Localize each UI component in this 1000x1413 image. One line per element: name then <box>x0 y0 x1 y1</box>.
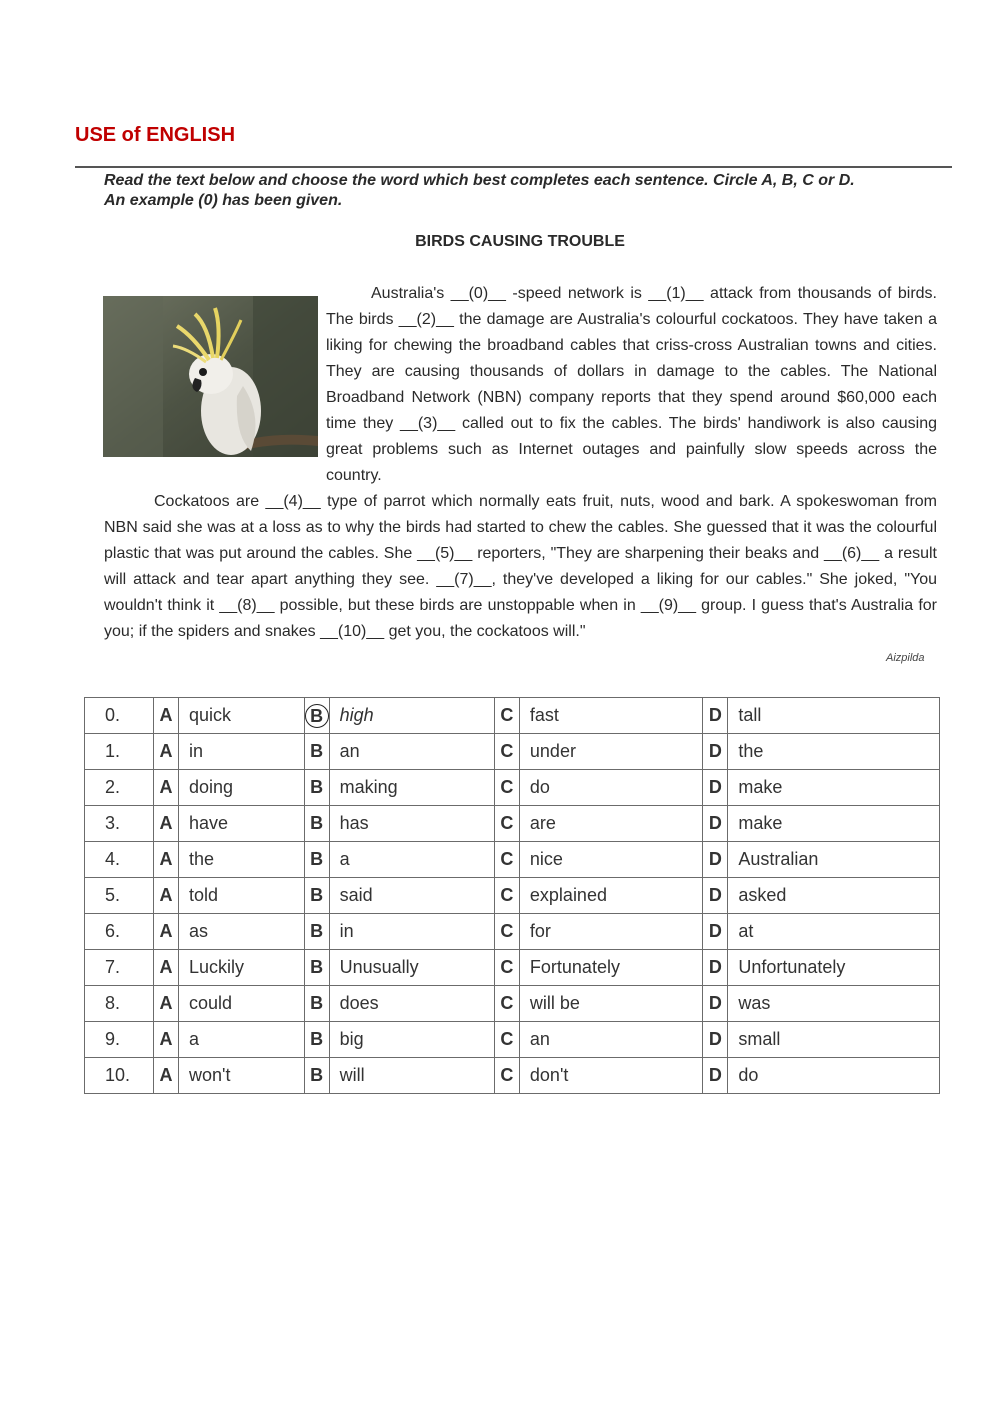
option-letter-d[interactable]: D <box>703 878 728 914</box>
option-letter-a[interactable]: A <box>154 842 179 878</box>
question-number: 1. <box>85 734 154 770</box>
option-text-d: small <box>728 1022 940 1058</box>
option-letter-d[interactable]: D <box>703 698 728 734</box>
option-letter-a[interactable]: A <box>154 878 179 914</box>
option-text-a: doing <box>179 770 305 806</box>
option-text-c: are <box>519 806 702 842</box>
option-letter-a[interactable]: A <box>154 914 179 950</box>
divider-rule <box>75 166 952 168</box>
option-text-c: under <box>519 734 702 770</box>
option-letter-c[interactable]: C <box>494 914 519 950</box>
option-text-d: Unfortunately <box>728 950 940 986</box>
option-text-c: don't <box>519 1058 702 1094</box>
option-text-c: Fortunately <box>519 950 702 986</box>
question-number: 8. <box>85 986 154 1022</box>
option-text-c: do <box>519 770 702 806</box>
option-text-b: an <box>329 734 494 770</box>
option-text-b: has <box>329 806 494 842</box>
option-letter-a[interactable]: A <box>154 806 179 842</box>
option-letter-d[interactable]: D <box>703 1058 728 1094</box>
option-text-a: quick <box>179 698 305 734</box>
option-text-d: was <box>728 986 940 1022</box>
option-letter-b[interactable]: B <box>304 914 329 950</box>
answer-row <box>85 986 940 1022</box>
question-number: 0. <box>85 698 154 734</box>
option-text-a: in <box>179 734 305 770</box>
question-number: 10. <box>85 1058 154 1094</box>
option-letter-b[interactable]: B <box>304 806 329 842</box>
option-letter-c[interactable]: C <box>494 986 519 1022</box>
option-letter-c[interactable]: C <box>494 950 519 986</box>
option-letter-c[interactable]: C <box>494 806 519 842</box>
option-text-d: do <box>728 1058 940 1094</box>
option-text-c: nice <box>519 842 702 878</box>
question-number: 7. <box>85 950 154 986</box>
option-text-a: Luckily <box>179 950 305 986</box>
answer-table <box>84 697 940 1094</box>
option-text-c: will be <box>519 986 702 1022</box>
answer-row <box>85 950 940 986</box>
option-letter-d[interactable]: D <box>703 806 728 842</box>
option-text-a: the <box>179 842 305 878</box>
question-number: 4. <box>85 842 154 878</box>
option-text-a: have <box>179 806 305 842</box>
option-letter-c[interactable]: C <box>494 1058 519 1094</box>
answer-row <box>85 1022 940 1058</box>
option-letter-c[interactable]: C <box>494 878 519 914</box>
option-letter-b[interactable] <box>304 698 329 734</box>
option-text-a: as <box>179 914 305 950</box>
option-text-d: asked <box>728 878 940 914</box>
option-text-d: make <box>728 770 940 806</box>
answer-row <box>85 842 940 878</box>
option-text-a: told <box>179 878 305 914</box>
instructions-line-1: Read the text below and choose the word which best completes each sentence. Circle A, B, C or D. <box>104 172 855 189</box>
option-text-d: Australian <box>728 842 940 878</box>
passage-title: BIRDS CAUSING TROUBLE <box>415 233 625 250</box>
passage <box>104 281 937 645</box>
option-letter-c[interactable]: C <box>494 1022 519 1058</box>
option-letter-b[interactable]: B <box>304 950 329 986</box>
option-letter-d[interactable]: D <box>703 1022 728 1058</box>
option-letter-b[interactable]: B <box>304 734 329 770</box>
option-letter-d[interactable]: D <box>703 986 728 1022</box>
option-text-b: does <box>329 986 494 1022</box>
question-number: 5. <box>85 878 154 914</box>
passage-source: Aizpilda <box>886 652 925 664</box>
option-text-c: for <box>519 914 702 950</box>
option-text-b: a <box>329 842 494 878</box>
option-text-b: high <box>329 698 494 734</box>
answer-row <box>85 770 940 806</box>
option-text-b: big <box>329 1022 494 1058</box>
option-text-d: tall <box>728 698 940 734</box>
option-text-c: an <box>519 1022 702 1058</box>
answer-row <box>85 878 940 914</box>
option-text-d: make <box>728 806 940 842</box>
answer-row <box>85 1058 940 1094</box>
option-letter-a[interactable]: A <box>154 986 179 1022</box>
option-letter-d[interactable]: D <box>703 734 728 770</box>
option-text-a: could <box>179 986 305 1022</box>
option-letter-a[interactable]: A <box>154 1022 179 1058</box>
option-text-b: will <box>329 1058 494 1094</box>
option-letter-a[interactable]: A <box>154 1058 179 1094</box>
question-number: 9. <box>85 1022 154 1058</box>
option-letter-b[interactable]: B <box>304 842 329 878</box>
option-text-c: fast <box>519 698 702 734</box>
option-letter-b[interactable]: B <box>304 770 329 806</box>
question-number: 3. <box>85 806 154 842</box>
option-letter-b[interactable]: B <box>304 878 329 914</box>
question-number: 2. <box>85 770 154 806</box>
option-letter-a[interactable]: A <box>154 770 179 806</box>
option-letter-a[interactable]: A <box>154 734 179 770</box>
option-letter-c[interactable]: C <box>494 770 519 806</box>
option-text-d: at <box>728 914 940 950</box>
instructions-line-2: An example (0) has been given. <box>104 192 343 209</box>
option-letter-b[interactable]: B <box>304 1058 329 1094</box>
option-letter-c[interactable]: C <box>494 734 519 770</box>
option-letter-d[interactable]: D <box>703 950 728 986</box>
option-letter-c[interactable]: C <box>494 842 519 878</box>
passage-paragraph-1: Australia's __(0)__ -speed network is __(1)__ attack from thousands of birds. The birds __(2)__ the damage are Australia's colourful cockatoos. They have taken a liking for chewing the broadband cables that criss-cross Australian towns and cities. They are causing thousands of dollars in damage to the cables. The National Broadband Network (NBN) company reports that they spend around $60,000 each time they __(3)__ called out to fix the cables. The birds' handiwork is also causing great problems such as Internet outages and painfully slow speeds across the country. <box>326 285 937 484</box>
option-letter-d[interactable]: D <box>703 842 728 878</box>
option-letter-c[interactable]: C <box>494 698 519 734</box>
option-letter-a[interactable]: A <box>154 698 179 734</box>
circled-answer-letter: B <box>305 704 329 728</box>
option-letter-a[interactable]: A <box>154 950 179 986</box>
answer-row <box>85 734 940 770</box>
answer-row <box>85 914 940 950</box>
option-text-b: said <box>329 878 494 914</box>
option-letter-b[interactable]: B <box>304 986 329 1022</box>
instructions <box>104 171 954 211</box>
option-text-b: Unusually <box>329 950 494 986</box>
question-number: 6. <box>85 914 154 950</box>
passage-paragraph-2: Cockatoos are __(4)__ type of parrot which normally eats fruit, nuts, wood and bark. A spokeswoman from NBN said she was at a loss as to why the birds had started to chew the cables. She guessed that it was the colourful plastic that was put around the cables. She __(5)__ reporters, "They are sharpening their beaks and __(6)__ a result will attack and tear apart anything they see. __(7)__, they've developed a liking for our cables." She joked, "You wouldn't think it __(8)__ possible, but these birds are unstoppable when in __(9)__ group. I guess that's Australia for you; if the spiders and snakes __(10)__ get you, the cockatoos will." <box>104 493 937 640</box>
option-text-c: explained <box>519 878 702 914</box>
option-letter-b[interactable]: B <box>304 1022 329 1058</box>
answer-row <box>85 698 940 734</box>
answer-row <box>85 806 940 842</box>
option-letter-d[interactable]: D <box>703 770 728 806</box>
option-text-d: the <box>728 734 940 770</box>
option-letter-d[interactable]: D <box>703 914 728 950</box>
section-title: USE of ENGLISH <box>75 124 236 146</box>
option-text-a: a <box>179 1022 305 1058</box>
option-text-a: won't <box>179 1058 305 1094</box>
option-text-b: making <box>329 770 494 806</box>
option-text-b: in <box>329 914 494 950</box>
